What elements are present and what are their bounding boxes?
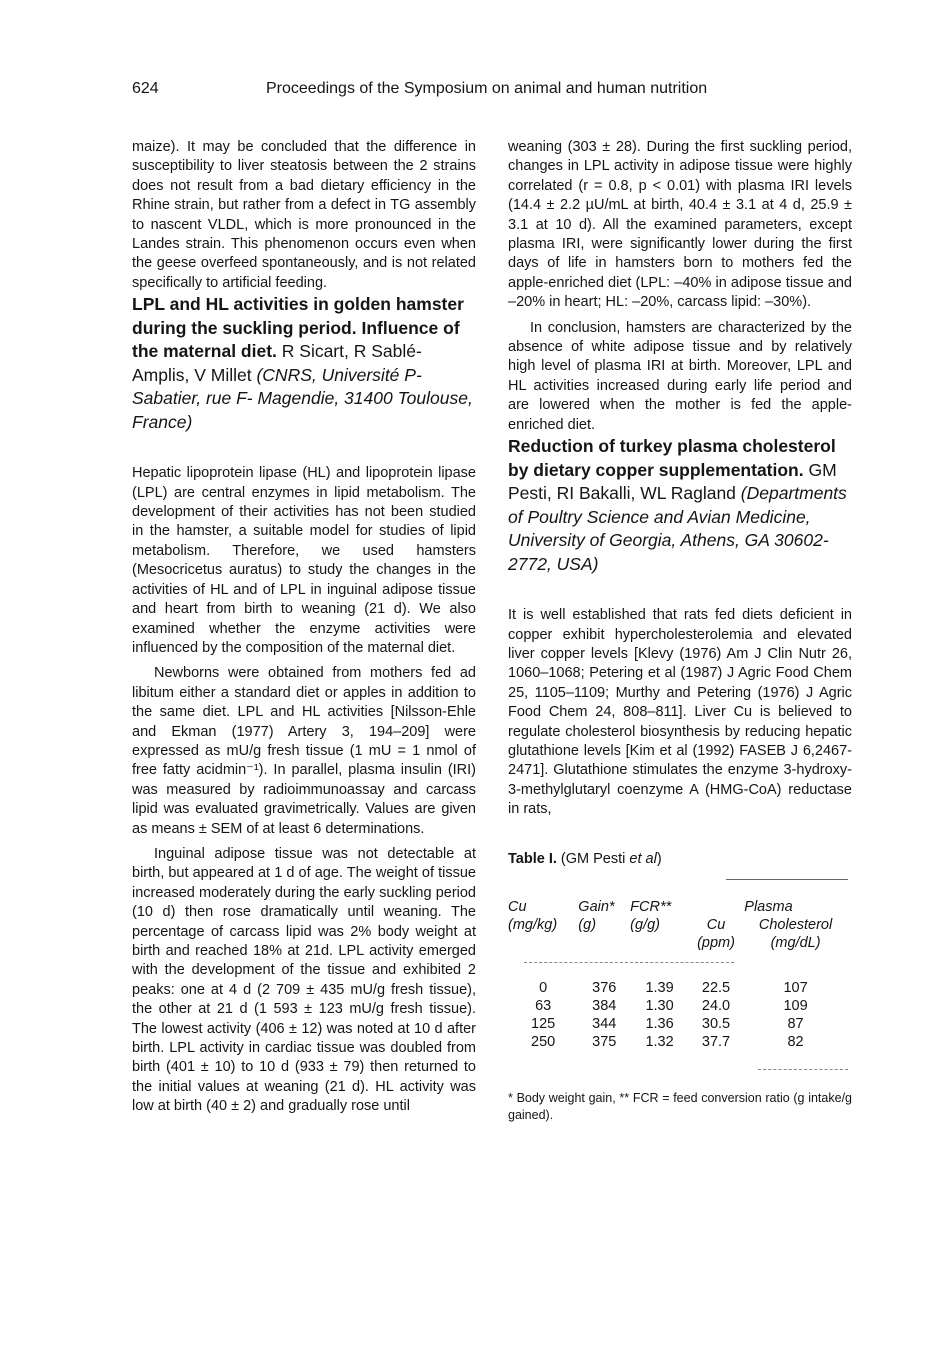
table-rule [758,1069,848,1070]
table-caption-close: ) [656,850,662,867]
table-cell: 82 [787,1033,804,1050]
table-cell: 87 [787,1015,804,1032]
table-row [508,979,848,997]
abstract-authors: R Sicart, R Sablé-Amplis, V Millet [132,341,422,385]
table-cell: 37.7 [701,1033,731,1050]
abstract-authors: GM Pesti, RI Bakalli, WL Ragland [508,459,837,504]
table-row [508,997,848,1015]
table-header-plasma-cu-unit: (ppm) [697,934,735,951]
table-body [508,979,848,1051]
table-caption-text: (GM Pesti [556,850,630,867]
abstract-heading [132,293,476,434]
table-cell: 125 [531,1015,556,1032]
abstract-title: LPL and HL activities in golden hamster during the suckling period. Influence of the maternal diet. [132,294,464,362]
table-row [508,1015,848,1033]
table-header-gain-unit: (g) [578,916,597,933]
table-footnote: * Body weight gain, ** FCR = feed conversion ratio (g intake/g gained). [508,1090,852,1122]
data-table [508,898,848,1051]
table-caption-italic: et al [629,850,657,867]
running-title: Proceedings of the Symposium on animal and human nutrition [266,80,708,97]
table-cell: 1.32 [645,1033,674,1050]
page-number: 624 [132,80,159,97]
table-rule [726,879,848,880]
paragraph: maize). It may be concluded that the difference in susceptibility to liver steatosis between the 2 strains does not result from a bad dietary efficiency in the Rhine strain, but rather from a defect in TG assembly to nascent VLDL, which is more pronounced in the Landes strain. This phenomenon occurs even when the geese overfeed spontaneously, and is not related specifically to artificial feeding. [132,139,476,291]
table-cell: 1.36 [645,1015,674,1032]
table-header-cholesterol-unit: (mg/dL) [770,934,821,951]
table-cell: 250 [531,1033,556,1050]
table-cell: 0 [539,979,548,996]
left-column [132,138,476,1117]
table-header-plasma: Plasma [744,898,793,915]
paragraph: Hepatic lipoprotein lipase (HL) and lipoprotein lipase (LPL) are central enzymes in lipid metabolism. The development of their activities has not been studied in the hamster, a suitable model for studies of lipid metabolism. Therefore, we used hamsters (Mesocricetus auratus) to study the changes in the activities of HL and of LPL in inguinal adipose tissue and heart from birth to weaning (21 d). We also examined whether the enzyme activities were influenced by the composition of the maternal diet. [132,465,476,656]
paragraph: Inguinal adipose tissue was not detectable at birth, but appeared at 1 d of age. The weight of tissue increased moderately during the early suckling period (10 d) then rose dramatically until weaning. The percentage of carcass lipid was 2% body weight at birth and reached 18% at 21d. LPL activity emerged with the development of the tissue and exhibited 2 peaks: one at 4 d (2 709 ± 435 mU/g fresh tissue), the other at 21 d (1 593 ± 123 mU/g fresh tissue). The lowest activity (406 ± 12) was noted at 10 d after birth. LPL activity in cardiac tissue was doubled from birth (401 ± 10) to 10 d (933 ± 79) then returned to the initial values at weaning (21 d). HL activity was low at birth (40 ± 2) and gradually rose until [132,845,476,1115]
table-cell: 344 [592,1015,617,1032]
table-label: Table I. [508,850,557,867]
table-cell: 384 [592,997,617,1014]
abstract-heading [508,435,852,576]
table-cell: 30.5 [701,1015,731,1032]
paragraph: weaning (303 ± 28). During the first suckling period, changes in LPL activity in adipose tissue were highly correlated (r = 0.8, p < 0.01) with plasma IRI levels (14.4 ± 2.2 µU/mL at birth, 40.4 ± 3.1 at 4 d, 25.9 ± 3.1 at 10 d). All the examined parameters, except plasma IRI, were significantly lower during the first days of life in hamsters born to mothers fed the apple-enriched diet (LPL: –40% in adipose tissue and –20% in heart; HL: –20%, carcass lipid: –30%). [508,139,852,311]
table-header-cu: Cu [508,898,527,915]
table-cell: 1.39 [645,979,674,996]
paragraph: In conclusion, hamsters are characterized by the absence of white adipose tissue and by relatively high level of plasma IRI at birth. Moreover, LPL and HL activities increased during early life period and are lowered when the mother is fed the apple-enriched diet. [508,319,852,433]
table-cell: 375 [592,1033,617,1050]
table-header-gain: Gain* [578,898,615,915]
table-rule [524,962,734,963]
right-column [508,138,852,1124]
table-cell: 1.30 [645,997,674,1014]
table-cell: 24.0 [701,997,731,1014]
abstract-title: Reduction of turkey plasma cholesterol by dietary copper supplementation. [508,436,836,480]
table-header-cholesterol: Cholesterol [758,916,833,933]
table-header-fcr: FCR** [630,898,672,915]
abstract-affiliation: (Departments of Poultry Science and Avian Medicine, University of Georgia, Athens, GA 30602-2772, USA) [508,483,847,574]
table-cell: 22.5 [701,979,731,996]
table-header-plasma-cu: Cu [706,916,726,933]
table-header-cu-unit: (mg/kg) [508,916,558,933]
table-cell: 63 [535,997,552,1014]
table-header-fcr-unit: (g/g) [630,916,660,933]
table-cell: 107 [783,979,808,996]
table-cell: 376 [592,979,617,996]
paragraph: It is well established that rats fed diets deficient in copper exhibit hypercholesterolemia and elevated liver copper levels [Klevy (1976) Am J Clin Nutr 26, 1060–1068; Petering et al (1987) J Agric Food Chem 25, 1105–1109; Murthy and Petering (1976) J Agric Food Chem 24, 808–811]. Liver Cu is believed to regulate cholesterol biosynthesis by reducing hepatic glutathione levels [Kim et al (1992) FASEB J 6,2467-2471]. Glutathione stimulates the enzyme 3-hydroxy-3-methylglutaryl coenzyme A (HMG-CoA) reductase in rats, [508,607,852,818]
paragraph: Newborns were obtained from mothers fed ad libitum either a standard diet or apples in addition to the same diet. LPL and HL activities [Nilsson-Ehle and Ekman (1977) Artery 3, 194–209] were expressed as mU/g fresh tissue (1 mU = 1 nmol of free fatty acidmin⁻¹). In parallel, plasma insulin (IRI) was measured by radioimmunoassay and carcass lipid was evaluated gravimetrically. Values are given as means ± SEM of at least 6 determinations. [132,665,476,837]
table-row [508,1033,848,1051]
abstract-affiliation: (CNRS, Université P-Sabatier, rue F- Magendie, 31400 Toulouse, France) [132,364,473,432]
table-caption [508,850,852,869]
table-cell: 109 [783,997,808,1014]
